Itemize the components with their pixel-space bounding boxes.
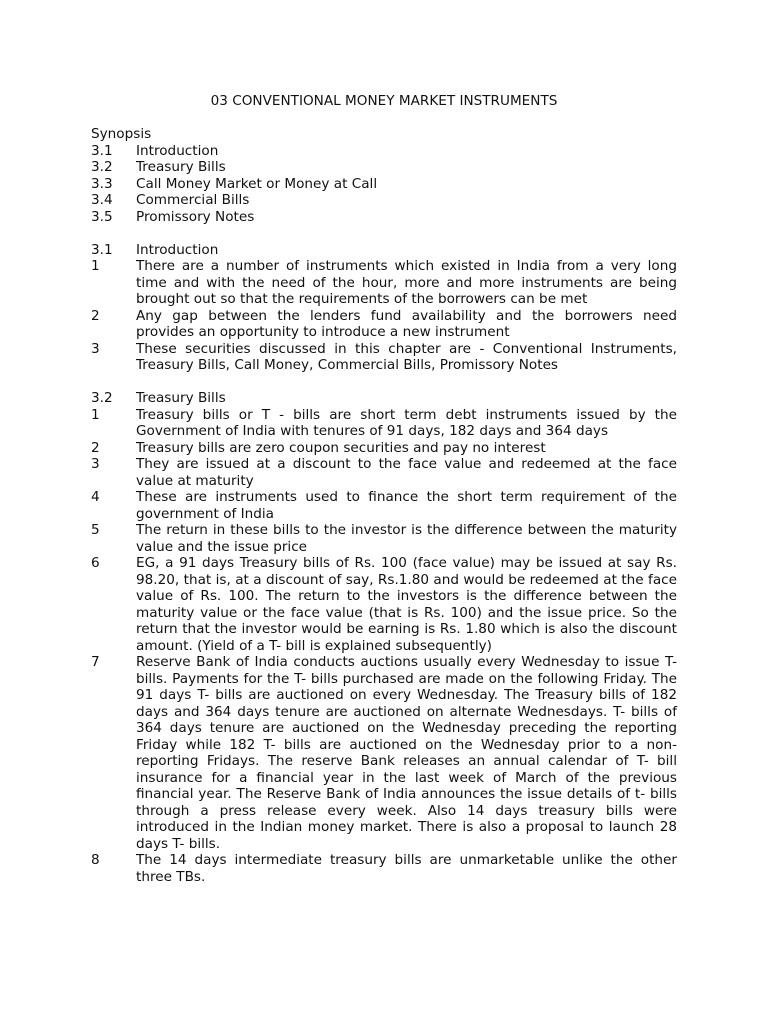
point-text: There are a number of instruments which existed in India from a very long time and with the need of the hour, more and more instruments are being brought out so that the requirements of the borrowers can be met <box>136 258 677 307</box>
synopsis-item-number: 3.1 <box>91 142 113 159</box>
point-text: These securities discussed in this chapter are - Conventional Instruments, Treasury Bills, Call Money, Commercial Bills, Promissory Notes <box>136 340 677 373</box>
synopsis-item-text: Introduction <box>136 142 219 159</box>
numbered-point <box>91 654 677 852</box>
synopsis-item <box>91 176 677 193</box>
synopsis-item <box>91 192 677 209</box>
point-number: 2 <box>91 307 100 324</box>
point-text: The 14 days intermediate treasury bills are unmarketable unlike the other three TBs. <box>136 852 677 885</box>
synopsis-item-number: 3.3 <box>91 175 113 192</box>
point-text: Treasury bills are zero coupon securities and pay no interest <box>136 439 546 456</box>
point-number: 8 <box>91 852 100 868</box>
synopsis-item-number: 3.5 <box>91 208 113 225</box>
point-number: 4 <box>91 489 100 505</box>
numbered-point <box>91 407 677 440</box>
synopsis-item-text: Promissory Notes <box>136 208 255 225</box>
point-number: 6 <box>91 555 100 571</box>
section-introduction <box>91 242 677 374</box>
numbered-point <box>91 555 677 654</box>
point-text: The return in these bills to the investor is the difference between the maturity value and the issue price <box>136 522 677 555</box>
point-number: 1 <box>91 406 100 423</box>
point-text: They are issued at a discount to the face value and redeemed at the face value at maturity <box>136 456 677 489</box>
point-number: 7 <box>91 654 100 670</box>
synopsis-item <box>91 209 677 226</box>
point-number: 1 <box>91 258 100 274</box>
synopsis-item <box>91 159 677 176</box>
synopsis-item-number: 3.2 <box>91 159 113 175</box>
numbered-point <box>91 852 677 885</box>
synopsis-item-text: Treasury Bills <box>136 159 226 175</box>
point-text: These are instruments used to finance the short term requirement of the government of India <box>136 489 677 522</box>
point-text: EG, a 91 days Treasury bills of Rs. 100 (face value) may be issued at say Rs. 98.20, that is, at a discount of say, Rs.1.80 and would be redeemed at the face value of Rs. 100. The return to the investors is the difference between the maturity value or the face value (that is Rs. 100) and the issue price. So the return that the investor would be earning is Rs. 1.80 which is also the discount amount. (Yield of a T- bill is explained subsequently) <box>136 555 677 654</box>
section-number: 3.1 <box>91 241 113 258</box>
point-number: 5 <box>91 522 100 538</box>
point-number: 3 <box>91 340 100 357</box>
numbered-point <box>91 456 677 489</box>
synopsis-item-number: 3.4 <box>91 192 113 208</box>
synopsis-item <box>91 143 677 160</box>
point-text: Treasury bills or T - bills are short term debt instruments issued by the Government of India with tenures of 91 days, 182 days and 364 days <box>136 406 677 439</box>
spacer <box>91 225 677 242</box>
synopsis-label: Synopsis <box>91 126 152 142</box>
point-number: 3 <box>91 456 100 472</box>
numbered-point <box>91 341 677 374</box>
section-treasury-bills <box>91 390 677 885</box>
document-body <box>91 126 677 885</box>
numbered-point <box>91 258 677 308</box>
section-heading <box>91 390 677 407</box>
page-title: 03 CONVENTIONAL MONEY MARKET INSTRUMENTS <box>210 93 558 109</box>
point-text: Reserve Bank of India conducts auctions usually every Wednesday to issue T- bills. Payments for the T- bills purchased are made on the following Friday. The 91 days T- bills are auctioned on every Wednesday. The Treasury bills of 182 days and 364 days tenure are auctioned on alternate Wednesdays. T- bills of 364 days tenure are auctioned on the Wednesday preceding the reporting Friday while 182 T- bills are auctioned on the Wednesday prior to a non- reporting Fridays. The reserve Bank releases an annual calendar of T- bill insurance for a financial year in the last week of March of the previous financial year. The Reserve Bank of India announces the issue details of t- bills through a press release every week. Also 14 days treasury bills were introduced in the Indian money market. There is also a proposal to launch 28 days T- bills. <box>136 654 677 852</box>
numbered-point <box>91 440 677 457</box>
section-title: Treasury Bills <box>136 390 226 406</box>
synopsis-item-text: Commercial Bills <box>136 192 250 208</box>
point-number: 2 <box>91 439 100 456</box>
numbered-point <box>91 522 677 555</box>
section-number: 3.2 <box>91 390 113 406</box>
numbered-point <box>91 489 677 522</box>
synopsis <box>91 126 677 225</box>
numbered-point <box>91 308 677 341</box>
section-title: Introduction <box>136 241 219 258</box>
spacer <box>91 374 677 391</box>
point-text: Any gap between the lenders fund availability and the borrowers need provides an opportunity to introduce a new instrument <box>136 307 677 340</box>
section-heading <box>91 242 677 259</box>
synopsis-item-text: Call Money Market or Money at Call <box>136 175 378 192</box>
